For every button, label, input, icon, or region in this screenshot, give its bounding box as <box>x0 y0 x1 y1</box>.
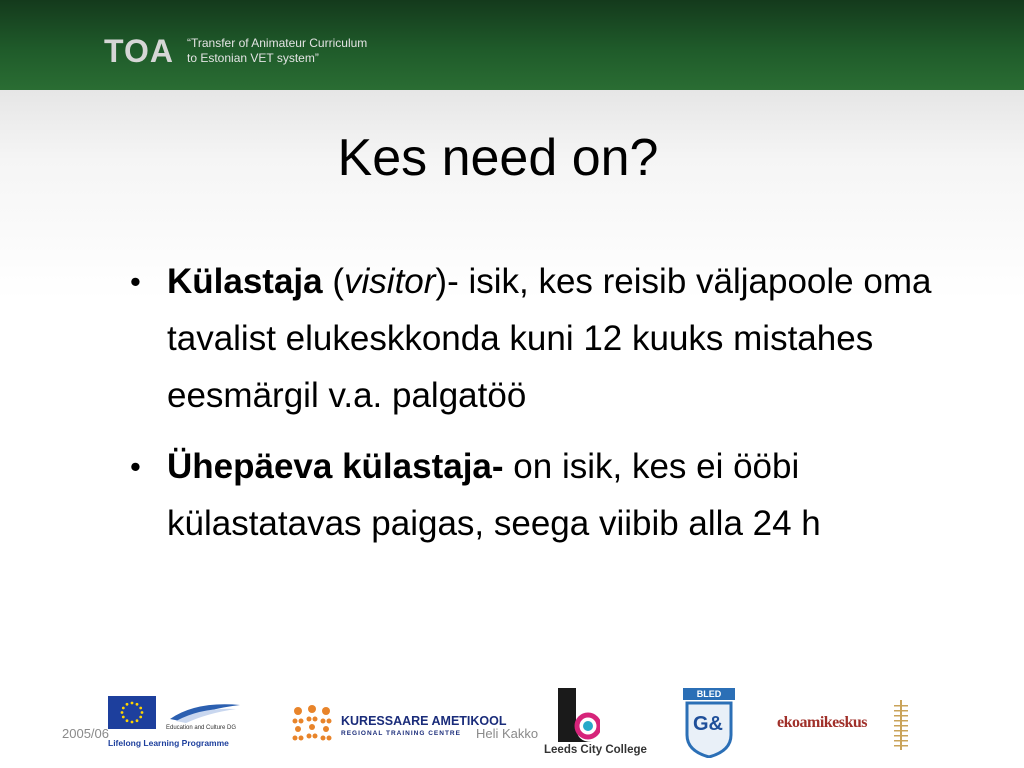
eu-dg-label: Education and Culture DG <box>166 725 237 731</box>
dg-swoosh-icon <box>166 699 244 725</box>
bullet-dot-icon: • <box>130 449 141 484</box>
bled-monogram: G& <box>693 713 723 735</box>
toa-logo: TOA <box>104 33 174 69</box>
eu-stars-icon <box>108 696 156 729</box>
slide-title: Kes need on? <box>337 129 659 187</box>
bullet-text: on isik, kes ei ööbi külastatavas paigas, seega viibib alla 24 h <box>167 447 821 543</box>
footer-date: 2005/06 <box>62 726 109 741</box>
bullet-term: Külastaja <box>167 262 323 301</box>
bled-label: BLED <box>683 688 735 700</box>
bullet-text: )- isik, kes reisib väljapoole oma tavalist elukeskkonda kuni 12 kuuks mistahes eesmärgil v.a. palgatöö <box>167 262 932 415</box>
kuressaare-logo <box>291 704 507 746</box>
leeds-emblem-icon <box>556 688 600 744</box>
bullet-dot-icon: • <box>130 264 141 299</box>
bullet-term: Ühepäeva külastaja- <box>167 447 504 486</box>
leeds-city-college-logo <box>544 688 648 760</box>
eu-flag-icon <box>108 696 156 729</box>
project-subtitle: “Transfer of Animateur Curriculum to Estonian VET system” <box>187 36 368 65</box>
bullet-item <box>130 253 990 424</box>
leeds-name: Leeds City College <box>544 744 647 756</box>
bullet-list <box>130 253 990 566</box>
eu-programme-label: Lifelong Learning Programme <box>108 738 229 748</box>
bullet-paren: ( <box>322 262 345 301</box>
bullet-item <box>130 438 990 552</box>
kuressaare-name: KURESSAARE AMETIKOOL <box>341 714 507 728</box>
bullet-italic-term: visitor <box>344 262 436 301</box>
kuressaare-figures-icon <box>291 704 333 744</box>
kuressaare-subtitle: REGIONAL TRAINING CENTRE <box>341 730 461 737</box>
ekoamikeskus-name: ekoamikeskus <box>777 714 868 731</box>
eu-lifelong-learning-logo <box>108 696 256 752</box>
ekoami-bars-icon <box>892 700 910 750</box>
ekoamikeskus-logo <box>777 700 917 750</box>
bled-logo <box>683 688 735 760</box>
footer-author: Heli Kakko <box>476 726 539 741</box>
header-bar <box>0 0 1024 90</box>
